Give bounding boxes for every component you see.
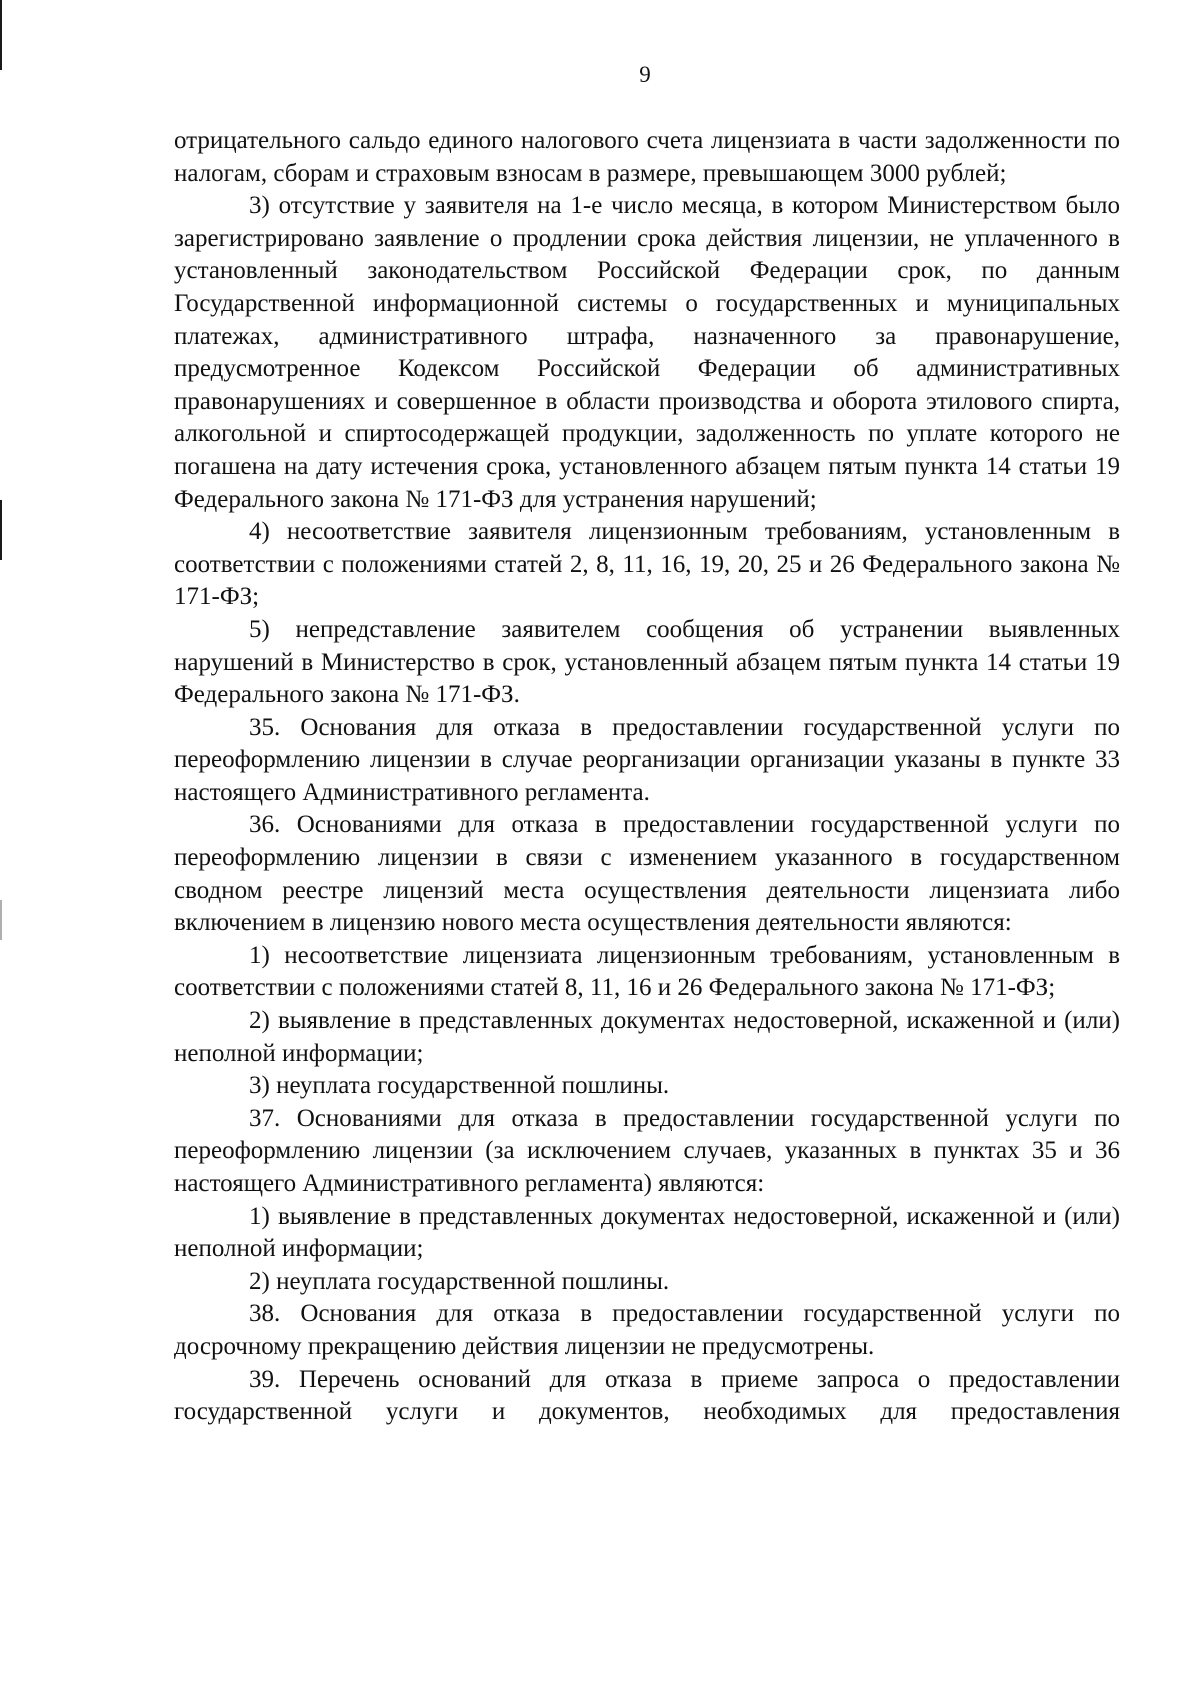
paragraph: 2) выявление в представленных документах недостоверной, искаженной и (или) неполной информации; (174, 1007, 1120, 1067)
document-body (174, 125, 1120, 1429)
paragraph: 38. Основания для отказа в предоставлении государственной услуги по досрочному прекращению действия лицензии не предусмотрены. (174, 1300, 1120, 1360)
scan-edge-mark (0, 0, 2, 70)
paragraph: 39. Перечень оснований для отказа в приеме запроса о предоставлении государственной услуги и документов, необходимых для предоставления (174, 1365, 1120, 1426)
paragraph: 3) отсутствие у заявителя на 1-е число месяца, в котором Министерством было зарегистрировано заявление о продлении срока действия лицензии, не уплаченного в установленный законодательством Российской Федерации срок, по данным Государственной информационной системы о государственных и муниципальных платежах, административного штрафа, назначенного за правонарушение, предусмотренное Кодексом Российской Федерации об административных правонарушениях и совершенное в области производства и оборота этилового спирта, алкогольной и спиртосодержащей продукции, задолженность по уплате которого не погашена на дату истечения срока, установленного абзацем пятым пункта 14 статьи 19 Федерального закона № 171-ФЗ для устранения нарушений; (174, 192, 1120, 513)
paragraph: 5) непредставление заявителем сообщения об устранении выявленных нарушений в Министерство в срок, установленный абзацем пятым пункта 14 статьи 19 Федерального закона № 171-ФЗ. (174, 615, 1120, 709)
paragraph: 1) выявление в представленных документах недостоверной, искаженной и (или) неполной информации; (174, 1202, 1120, 1263)
paragraph: 2) неуплата государственной пошлины. (249, 1267, 670, 1295)
page-number: 9 (639, 62, 651, 87)
paragraph: 4) несоответствие заявителя лицензионным требованиям, установленным в соответствии с положениями статей 2, 8, 11, 16, 19, 20, 25 и 26 Федерального закона № 171-ФЗ; (174, 518, 1120, 611)
paragraph: 3) неуплата государственной пошлины. (249, 1072, 670, 1100)
paragraph: отрицательного сальдо единого налогового счета лицензиата в части задолженности по налогам, сборам и страховым взносам в размере, превышающем 3000 рублей; (174, 127, 1120, 187)
paragraph: 1) несоответствие лицензиата лицензионным требованиям, установленным в соответствии с положениями статей 8, 11, 16 и 26 Федерального закона № 171-ФЗ; (174, 941, 1120, 1002)
scan-edge-mark (0, 500, 2, 560)
paragraph: 37. Основаниями для отказа в предоставлении государственной услуги по переоформлению лицензии (за исключением случаев, указанных в пунктах 35 и 36 настоящего Административного регламента) являются: (174, 1104, 1120, 1197)
paragraph: 36. Основаниями для отказа в предоставлении государственной услуги по переоформлению лицензии в связи с изменением указанного в государственном сводном реестре лицензий места осуществления деятельности лицензиата либо включением в лицензию нового места осуществления деятельности являются: (174, 811, 1120, 937)
scan-edge-mark (0, 900, 2, 940)
paragraph: 35. Основания для отказа в предоставлении государственной услуги по переоформлению лицензии в случае реорганизации организации указаны в пункте 33 настоящего Административного регламента. (174, 713, 1120, 806)
